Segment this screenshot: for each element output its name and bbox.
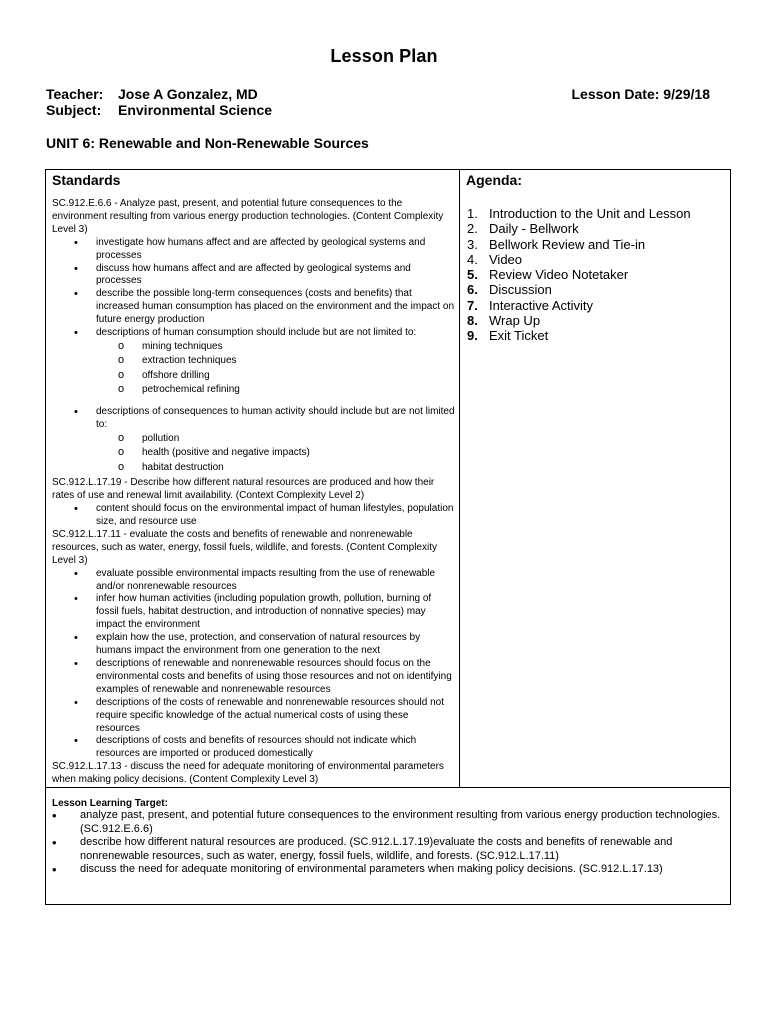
agenda-item-number: 4. [467,251,478,267]
list-item: • discuss how humans affect and are affected by geological systems and processes [52,263,455,289]
agenda-item [466,221,724,236]
sub-list-item: o offshore drilling [96,369,455,384]
agenda-item-label: Introduction to the Unit and Lesson [489,206,691,221]
agenda-item-label: Video [489,251,523,267]
teacher-name: Jose A Gonzalez, MD [118,86,258,102]
page-title: Lesson Plan [330,46,438,66]
agenda-item [466,252,724,267]
agenda-item-number: 2. [467,221,478,237]
agenda-item-label: Discussion [489,282,552,298]
standard-l1719: SC.912.L.17.19 - Describe how different natural resources are produced and how their rates of use and renewal limit availability. (Context Complexity Level 2) [52,477,435,502]
subject-label: Subject: [46,102,102,118]
standards-cell [46,170,460,788]
agenda-item-number: 6. [467,282,478,298]
agenda-item-label: Interactive Activity [489,297,594,313]
list-item [52,406,455,475]
agenda-item-label: Review Video Notetaker [489,267,629,283]
subject-name: Environmental Science [118,102,273,118]
agenda-item [466,282,724,297]
list-item: • descriptions of costs and benefits of resources should not indicate which resources are imported or produced domestically [52,735,455,761]
list-item: • investigate how humans affect and are affected by geological systems and processes [52,237,455,263]
lesson-date: Lesson Date: 9/29/18 [571,86,710,102]
list-item: • evaluate possible environmental impacts resulting from the use of renewable and/or nonrenewable resources [52,568,455,594]
list-item: • content should focus on the environmental impact of human lifestyles, population size, and resource use [52,503,455,529]
agenda-item-number: 3. [467,236,478,252]
learning-target-cell [46,788,731,905]
list-item: • infer how human activities (including population growth, pollution, burning of fossil fuels, habitat destruction, and introduction of nonnative species) may impact the environment [52,593,455,632]
agenda-item-label: Wrap Up [489,313,541,329]
agenda-cell [460,170,731,788]
agenda-item [466,298,724,313]
standard-l1713: SC.912.L.17.13 - discuss the need for adequate monitoring of environmental parameters when making policy decisions. (Content Complexity Level 3) [52,761,444,786]
sub-list-item: o habitat destruction [96,461,455,476]
unit-heading: UNIT 6: Renewable and Non-Renewable Sources [46,135,369,151]
agenda-item [466,267,724,282]
agenda-item-label: Bellwork Review and Tie-in [489,236,646,252]
agenda-list [466,206,724,344]
standard-l1711: SC.912.L.17.11 - evaluate the costs and benefits of renewable and nonrenewable resources, such as water, energy, fossil fuels, wildlife, and forests. (Content Complexity Level 3) [52,528,437,566]
list-item [52,327,455,398]
agenda-item-label: Daily - Bellwork [489,221,579,237]
agenda-item [466,313,724,328]
agenda-item-label: Exit Ticket [489,328,549,344]
agenda-item-number: 9. [467,328,478,344]
lesson-table [45,169,731,905]
agenda-item-number: 8. [467,313,478,329]
standard-e666: SC.912.E.6.6 - Analyze past, present, and potential future consequences to the environment resulting from various energy production technologies. (Content Complexity Level 3) [52,198,444,235]
agenda-item-number: 5. [467,267,478,283]
learning-target-item: • analyze past, present, and potential future consequences to the environment resulting from various energy production technologies. (SC.912.E.6.6) [52,809,724,836]
sub-list-item: o pollution [96,432,455,447]
agenda-item-number: 7. [467,297,478,313]
agenda-heading: Agenda: [466,172,522,188]
learning-target-item: • discuss the need for adequate monitoring of environmental parameters when making policy decisions. (SC.912.L.17.13) [52,863,724,877]
list-item: • descriptions of the costs of renewable and nonrenewable resources should not require specific knowledge of the actual numerical costs of using these resources [52,697,455,736]
list-item-text: descriptions of human consumption should include but are not limited to: [96,327,417,339]
list-item: • descriptions of renewable and nonrenewable resources should focus on the environmental costs and benefits of using those resources and not on identifying examples of renewable and nonrenewable resources [52,658,455,697]
standards-heading: Standards [52,172,121,188]
sub-list-item: o mining techniques [96,340,455,355]
agenda-item [466,237,724,252]
learning-target-item: • describe how different natural resources are produced. (SC.912.L.17.19)evaluate the costs and benefits of renewable and nonrenewable resources, such as water, energy, fossil fuels, wildlife, and forests. (SC.912.L.17.11) [52,836,724,863]
agenda-item-number: 1. [467,206,478,221]
teacher-label: Teacher: [46,86,104,102]
agenda-item [466,206,724,221]
list-item: • explain how the use, protection, and conservation of natural resources by humans impact the environment from one generation to the next [52,632,455,658]
list-item-text: descriptions of consequences to human activity should include but are not limited to: [96,405,455,430]
sub-list-item: o extraction techniques [96,354,455,369]
sub-list-item: o health (positive and negative impacts) [96,446,455,461]
list-item: • describe the possible long-term consequences (costs and benefits) that increased human consumption has placed on the environment and the impact on future energy production [52,288,455,327]
agenda-item [466,328,724,343]
learning-target-label: Lesson Learning Target: [52,798,168,810]
sub-list-item: o petrochemical refining [96,383,455,398]
